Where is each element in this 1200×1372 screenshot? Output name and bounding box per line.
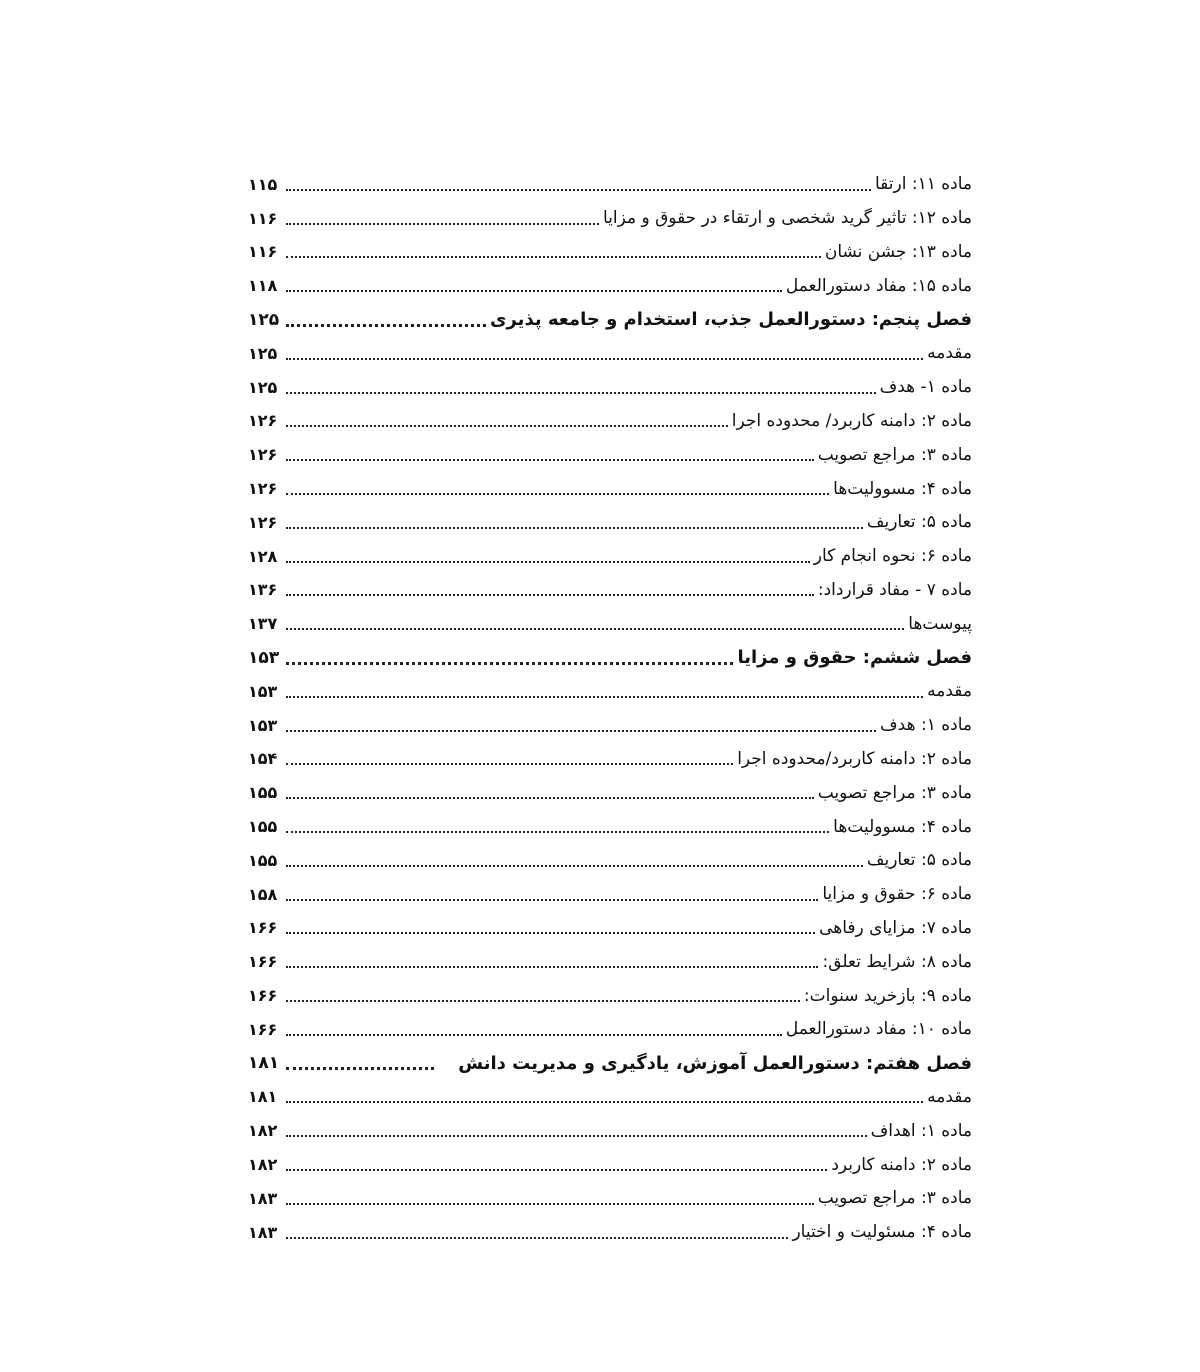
toc-entry-row[interactable] bbox=[248, 1148, 972, 1182]
toc-entry-row[interactable] bbox=[248, 675, 972, 709]
toc-page-number: ۱۶۶ bbox=[248, 1019, 278, 1039]
dot-leader bbox=[286, 865, 863, 867]
toc-entry-title: ماده ۲: دامنه کاربرد/محدوده اجرا bbox=[737, 748, 972, 769]
toc-entry-row[interactable] bbox=[248, 405, 972, 439]
toc-entry-title: ماده ۷ - مفاد قرارداد: bbox=[817, 579, 972, 600]
dot-leader bbox=[286, 932, 815, 934]
toc-entry-title: ماده ۱۵: مفاد دستورالعمل bbox=[785, 275, 972, 296]
dot-leader bbox=[286, 797, 814, 799]
toc-chapter-title: فصل پنجم: دستورالعمل جذب، استخدام و جامعه پذیری bbox=[489, 309, 972, 331]
dot-leader bbox=[286, 899, 818, 901]
toc-entry-title: ماده ۱۰: مفاد دستورالعمل bbox=[785, 1019, 972, 1040]
toc-entry-title: ماده ۱: هدف bbox=[880, 715, 972, 736]
toc-entry-row[interactable] bbox=[248, 506, 972, 540]
dot-leader bbox=[286, 594, 814, 596]
toc-page-number: ۱۲۵ bbox=[248, 309, 280, 330]
toc-chapter-title: فصل ششم: حقوق و مزایا bbox=[737, 647, 972, 669]
toc-entry-row[interactable] bbox=[248, 979, 972, 1013]
toc-page-number: ۱۵۳ bbox=[248, 647, 280, 668]
toc-entry-title: ماده ۹: بازخرید سنوات: bbox=[803, 985, 972, 1006]
toc-page-number: ۱۲۸ bbox=[248, 546, 278, 566]
toc-entry-title: ماده ۳: مراجع تصویب bbox=[817, 1188, 972, 1209]
toc-entry-row[interactable] bbox=[248, 1081, 972, 1115]
toc-page-number: ۱۱۸ bbox=[248, 276, 278, 296]
toc-entry-title: ماده ۱۳: جشن نشان bbox=[824, 241, 972, 262]
toc-page-number: ۱۸۲ bbox=[248, 1155, 278, 1174]
toc-chapter-title: فصل هفتم: دستورالعمل آموزش، یادگیری و مدیریت دانش bbox=[458, 1052, 972, 1074]
dot-leader bbox=[286, 527, 863, 529]
toc-entry-title: ماده ۸: شرایط تعلق: bbox=[822, 951, 972, 972]
dot-leader bbox=[286, 561, 810, 563]
toc-chapter-row[interactable] bbox=[248, 641, 972, 675]
dot-leader bbox=[286, 189, 871, 191]
toc-entry-row[interactable] bbox=[248, 202, 972, 236]
dot-leader bbox=[286, 1034, 782, 1036]
toc-page-number: ۱۸۱ bbox=[248, 1053, 280, 1074]
toc-page-number: ۱۵۸ bbox=[248, 884, 278, 904]
toc-entry-title: پیوست‌ها bbox=[908, 613, 972, 634]
toc-entry-row[interactable] bbox=[248, 269, 972, 303]
toc-entry-row[interactable] bbox=[248, 438, 972, 472]
dot-leader bbox=[286, 730, 876, 732]
toc-chapter-row[interactable] bbox=[248, 303, 972, 337]
toc-entry-title: ماده ۶: نحوه انجام کار bbox=[813, 546, 972, 567]
dot-leader bbox=[286, 966, 818, 968]
toc-entry-title: ماده ۴: مسئولیت و اختیار bbox=[792, 1222, 972, 1243]
toc-entry-row[interactable] bbox=[248, 607, 972, 641]
toc-page-number: ۱۱۶ bbox=[248, 208, 278, 228]
toc-entry-title: ماده ۶: حقوق و مزایا bbox=[822, 884, 972, 905]
toc-page-number: ۱۱۶ bbox=[248, 242, 278, 262]
dot-leader bbox=[286, 256, 821, 258]
toc-entry-row[interactable] bbox=[248, 236, 972, 270]
toc-page-number: ۱۶۶ bbox=[248, 986, 278, 1006]
toc-page-number: ۱۲۶ bbox=[248, 512, 278, 532]
toc-entry-title: ماده ۴: مسوولیت‌ها bbox=[833, 816, 972, 837]
dot-leader bbox=[286, 493, 829, 495]
toc-entry-row[interactable] bbox=[248, 810, 972, 844]
toc-entry-row[interactable] bbox=[248, 168, 972, 202]
dot-leader bbox=[286, 628, 904, 630]
toc-entry-row[interactable] bbox=[248, 945, 972, 979]
toc-page-number: ۱۸۳ bbox=[248, 1222, 278, 1242]
toc-page-number: ۱۸۲ bbox=[248, 1121, 278, 1141]
toc-page-number: ۱۵۵ bbox=[248, 850, 278, 870]
toc-page-number: ۱۱۵ bbox=[248, 174, 278, 194]
toc-entry-title: ماده ۵: تعاریف bbox=[866, 850, 972, 871]
dot-leader bbox=[286, 763, 733, 765]
toc-page-number: ۱۸۳ bbox=[248, 1188, 278, 1208]
toc-entry-row[interactable] bbox=[248, 540, 972, 574]
dot-leader bbox=[286, 1169, 827, 1171]
dot-leader bbox=[286, 223, 599, 225]
toc-entry-title: مقدمه bbox=[927, 1086, 972, 1107]
toc-entry-title: ماده ۱- هدف bbox=[879, 377, 972, 398]
toc-entry-title: ماده ۵: تعاریف bbox=[866, 512, 972, 533]
dot-leader bbox=[286, 1000, 800, 1002]
toc-entry-title: ماده ۱۲: تاثیر گرید شخصی و ارتقاء در حقوق و مزایا bbox=[602, 208, 972, 229]
dot-leader bbox=[286, 425, 728, 427]
toc-entry-row[interactable] bbox=[248, 878, 972, 912]
toc-entry-row[interactable] bbox=[248, 472, 972, 506]
toc-page-number: ۱۵۳ bbox=[248, 681, 278, 701]
toc-page-number: ۱۲۵ bbox=[248, 343, 278, 363]
toc-entry-row[interactable] bbox=[248, 574, 972, 608]
dot-leader bbox=[286, 696, 923, 698]
toc-page-number: ۱۲۶ bbox=[248, 445, 278, 465]
toc-page-number: ۱۲۶ bbox=[248, 479, 278, 499]
toc-entry-row[interactable] bbox=[248, 912, 972, 946]
toc-page-number: ۱۸۱ bbox=[248, 1087, 278, 1107]
dot-leader bbox=[286, 1237, 788, 1239]
toc-page-number: ۱۶۶ bbox=[248, 952, 278, 972]
toc-entry-title: ماده ۱۱: ارتقا bbox=[874, 174, 972, 195]
toc-entry-row[interactable] bbox=[248, 1216, 972, 1250]
toc-entry-title: ماده ۱: اهداف bbox=[870, 1120, 972, 1141]
toc-entry-row[interactable] bbox=[248, 371, 972, 405]
dot-leader bbox=[286, 324, 486, 327]
dot-leader bbox=[286, 662, 733, 665]
toc-entry-row[interactable] bbox=[248, 1114, 972, 1148]
toc-entry-title: ماده ۷: مزایای رفاهی bbox=[819, 917, 972, 938]
toc-entry-row[interactable] bbox=[248, 1182, 972, 1216]
dot-leader bbox=[286, 1135, 867, 1137]
dot-leader bbox=[286, 459, 814, 461]
toc-chapter-row[interactable] bbox=[248, 1047, 972, 1081]
toc-page-number: ۱۳۶ bbox=[248, 580, 278, 600]
toc-entry-title: ماده ۳: مراجع تصویب bbox=[817, 782, 972, 803]
dot-leader bbox=[286, 1101, 923, 1103]
toc-entry-row[interactable] bbox=[248, 337, 972, 371]
toc-entry-row[interactable] bbox=[248, 776, 972, 810]
toc-page-number: ۱۶۶ bbox=[248, 918, 278, 938]
toc-page-number: ۱۲۵ bbox=[248, 377, 278, 397]
toc-entry-row[interactable] bbox=[248, 844, 972, 878]
dot-leader bbox=[286, 1203, 814, 1205]
dot-leader bbox=[286, 831, 829, 833]
toc-page-number: ۱۵۵ bbox=[248, 817, 278, 837]
toc-entry-row[interactable] bbox=[248, 1013, 972, 1047]
dot-leader bbox=[286, 1067, 434, 1070]
toc-entry-title: ماده ۳: مراجع تصویب bbox=[817, 444, 972, 465]
toc-page-number: ۱۵۴ bbox=[248, 749, 278, 769]
toc-entry-title: مقدمه bbox=[927, 681, 972, 702]
dot-leader bbox=[286, 358, 923, 360]
toc-entry-title: ماده ۲: دامنه کاربرد/ محدوده اجرا bbox=[731, 410, 972, 431]
toc-entry-title: مقدمه bbox=[927, 343, 972, 364]
dot-leader bbox=[286, 290, 782, 292]
table-of-contents bbox=[248, 168, 972, 1250]
toc-entry-title: ماده ۲: دامنه کاربرد bbox=[831, 1154, 972, 1175]
toc-entry-title: ماده ۴: مسوولیت‌ها bbox=[833, 478, 972, 499]
toc-entry-row[interactable] bbox=[248, 743, 972, 777]
toc-entry-row[interactable] bbox=[248, 709, 972, 743]
dot-leader bbox=[286, 392, 876, 394]
toc-page-number: ۱۵۳ bbox=[248, 715, 278, 735]
toc-page-number: ۱۲۶ bbox=[248, 411, 278, 431]
toc-page-number: ۱۵۵ bbox=[248, 783, 278, 803]
toc-page-number: ۱۳۷ bbox=[248, 614, 278, 634]
